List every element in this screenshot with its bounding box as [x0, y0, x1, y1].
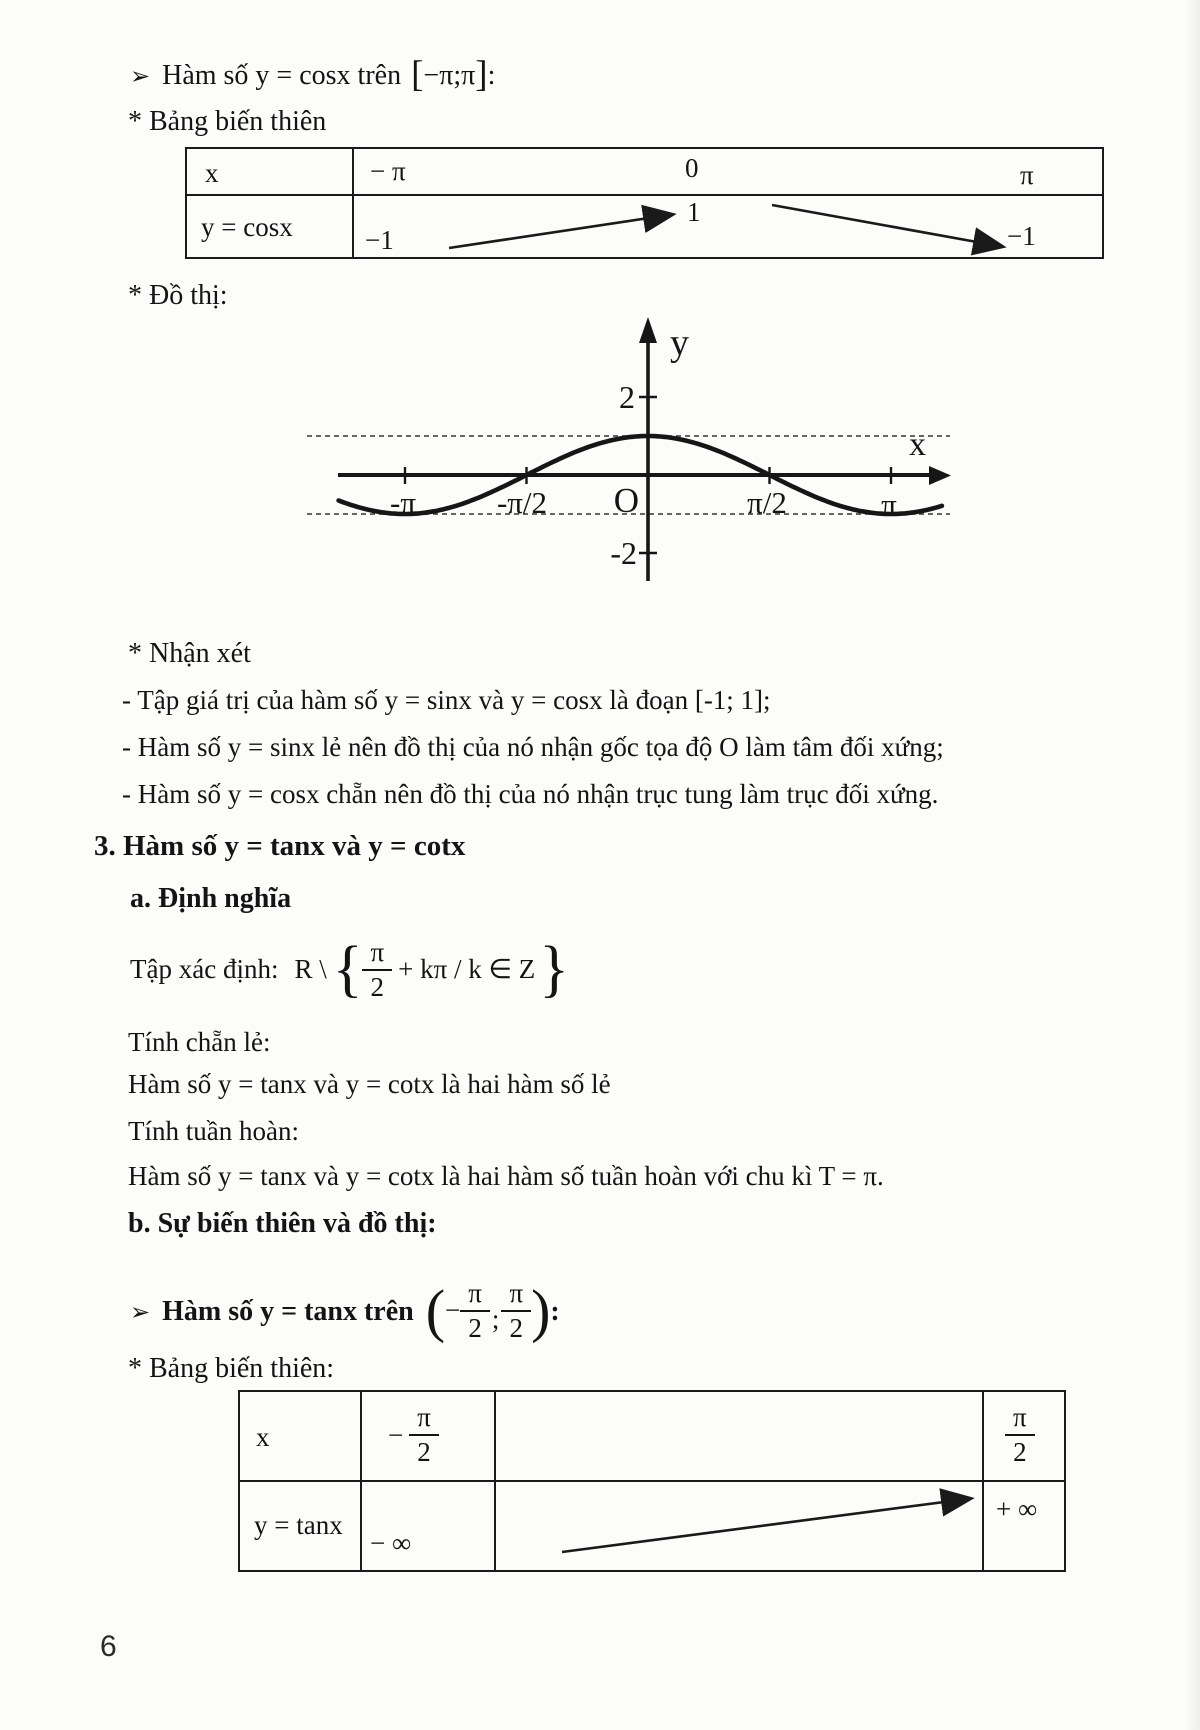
fraction-denominator: 2 [370, 972, 385, 1002]
x-axis-arrow-icon [929, 466, 951, 485]
parity-text: Hàm số y = tanx và y = cotx là hai hàm số lẻ [128, 1069, 611, 1099]
y-axis-label: y [670, 322, 689, 364]
table2-col-divider-2 [494, 1392, 496, 1570]
decrease-arrow-icon [772, 205, 999, 246]
remarks-title: * Nhận xét [128, 638, 251, 669]
table2-value-left: − ∞ [370, 1528, 412, 1558]
section3-title: 3. Hàm số y = tanx và y = cotx [94, 830, 466, 862]
triangle-bullet-icon: ➢ [130, 63, 151, 90]
cos-heading-interval: −π;π [423, 60, 476, 91]
close-paren: ) [531, 1277, 551, 1344]
cosine-graph [295, 305, 965, 585]
bbt2-label: * Bảng biến thiên: [128, 1353, 335, 1384]
section3b-title: b. Sự biến thiên và đồ thị: [128, 1208, 437, 1239]
interval-separator: ; [491, 1304, 500, 1335]
increase-arrow-icon [562, 1499, 967, 1552]
close-bracket: ] [475, 53, 488, 95]
period-label: Tính tuần hoàn: [128, 1116, 299, 1146]
colon: : [550, 1295, 560, 1327]
dothi-label: * Đồ thị: [128, 280, 228, 311]
cos-heading-text: Hàm số y = cosx trên [162, 60, 402, 91]
bbt1-label: * Bảng biến thiên [128, 106, 327, 137]
table2-col-divider-3 [982, 1392, 984, 1570]
remark-item: - Hàm số y = cosx chẵn nên đồ thị của nó nhận trục tung làm trục đối xứng. [122, 779, 939, 809]
fraction-denominator: 2 [417, 1437, 431, 1467]
label-neg-pi: -π [390, 485, 416, 520]
table1-x-left: − π [370, 156, 406, 186]
table1-x-mid: 0 [685, 153, 699, 183]
table1-value-right: −1 [1007, 221, 1036, 251]
pi-over-2-fraction [362, 939, 392, 1001]
label-neg2: -2 [610, 535, 637, 571]
parity-label: Tính chẵn lẻ: [128, 1027, 271, 1057]
interval-minus: − [445, 1295, 461, 1326]
fraction-numerator: π [1005, 1404, 1035, 1436]
fraction-denominator: 2 [509, 1313, 523, 1343]
page-number: 6 [100, 1630, 117, 1663]
open-paren: ( [425, 1277, 446, 1344]
table1-col-divider [352, 149, 354, 257]
table2-col-divider-1 [360, 1392, 362, 1570]
fraction-numerator: π [501, 1280, 531, 1312]
fraction-denominator: 2 [1013, 1437, 1027, 1467]
variation-table-cosx [185, 147, 1104, 259]
table2-x-left [388, 1404, 439, 1466]
neg-pi-over-2-fraction [460, 1280, 490, 1342]
table1-arrows [187, 149, 1102, 257]
table1-row-label: y = cosx [201, 212, 293, 242]
tan-section-heading [130, 1272, 560, 1350]
pi-over-2-fraction [409, 1404, 439, 1466]
label-2: 2 [619, 379, 635, 415]
table2-x-label: x [256, 1422, 270, 1452]
open-brace: { [332, 934, 363, 1004]
pi-over-2-fraction [1005, 1404, 1035, 1466]
table1-value-left: −1 [365, 225, 394, 255]
fraction-numerator: π [460, 1280, 490, 1312]
pi-over-2-fraction [501, 1280, 531, 1342]
x-axis-label: x [909, 426, 926, 463]
table2-x-right [1005, 1402, 1035, 1466]
domain-formula [130, 928, 569, 1012]
table1-row-divider [187, 194, 1102, 196]
origin-label: O [613, 481, 639, 520]
y-axis-arrow-icon [639, 317, 657, 343]
increase-arrow-icon [449, 215, 669, 248]
fraction-numerator: π [409, 1404, 439, 1436]
cos-section-heading [130, 53, 496, 95]
table2-value-right: + ∞ [996, 1494, 1038, 1524]
section3a-title: a. Định nghĩa [130, 883, 292, 914]
table1-x-right: π [1020, 160, 1034, 190]
table1-x-label: x [205, 158, 219, 188]
fraction-numerator: π [362, 939, 392, 971]
table2-row-label: y = tanx [254, 1510, 343, 1540]
label-pi2: π/2 [747, 485, 787, 520]
table1-value-mid: 1 [687, 197, 701, 227]
label-neg-pi2: -π/2 [496, 485, 548, 520]
variation-table-tanx [238, 1390, 1066, 1572]
label-pi: π [881, 487, 897, 522]
colon: : [487, 60, 496, 91]
fraction-denominator: 2 [468, 1313, 482, 1343]
close-brace: } [539, 934, 570, 1004]
period-text: Hàm số y = tanx và y = cotx là hai hàm số tuần hoàn với chu kì T = π. [128, 1161, 884, 1191]
tan-heading-text: Hàm số y = tanx trên [162, 1295, 414, 1327]
open-bracket: [ [411, 53, 424, 95]
domain-set-R: R \ [294, 954, 327, 985]
table2-row-divider [240, 1480, 1064, 1482]
remark-item: - Tập giá trị của hàm số y = sinx và y = cosx là đoạn [-1; 1]; [122, 685, 771, 715]
remark-item: - Hàm số y = sinx lẻ nên đồ thị của nó nhận gốc tọa độ O làm tâm đối xứng; [122, 732, 944, 762]
minus-sign: − [388, 1419, 404, 1450]
domain-label: Tập xác định: [130, 954, 279, 985]
triangle-bullet-icon: ➢ [130, 1299, 151, 1326]
domain-suffix: + kπ / k ∈ Z [398, 954, 536, 985]
